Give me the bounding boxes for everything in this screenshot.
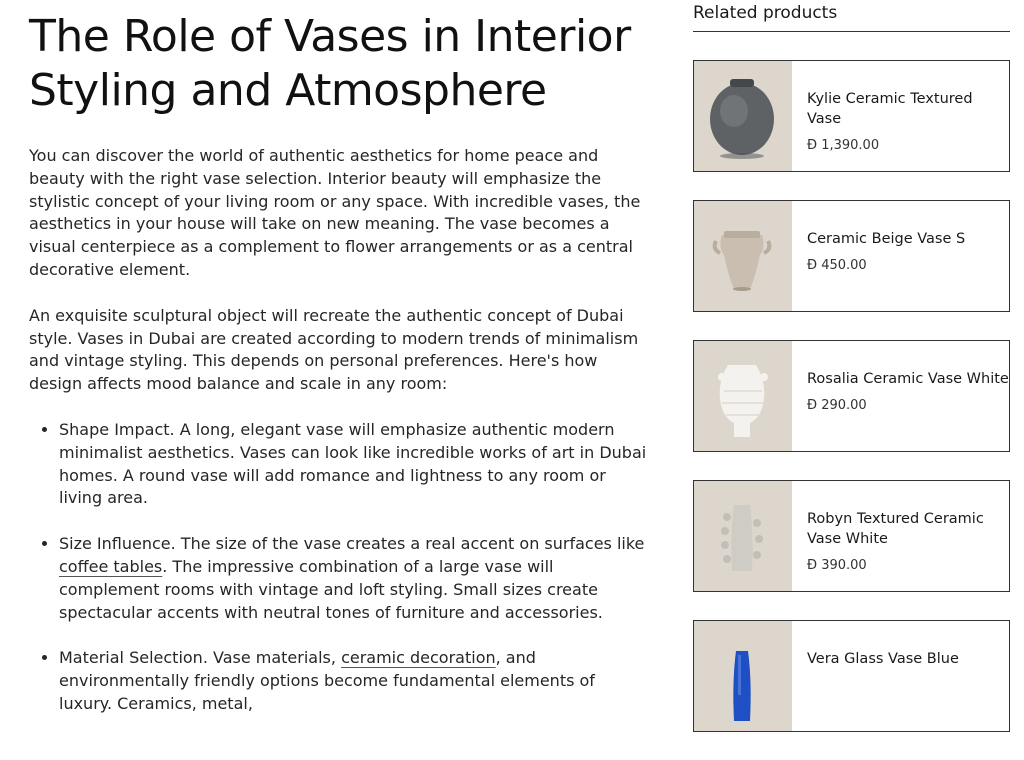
product-thumbnail[interactable]: [694, 341, 792, 451]
article-paragraph: You can discover the world of authentic aesthetics for home peace and beauty with the right vase selection. Interior beauty will emphasize the stylistic concept of your living room or any space. With incredible vases, the aesthetics in your house will take on new meaning. The vase becomes a visual centerpiece as a complement to flower arrangements or as a central decorative element.: [29, 146, 641, 279]
product-price: Đ 290.00: [807, 398, 867, 413]
product-info: [792, 61, 1009, 171]
article: [29, 0, 649, 739]
bullet-text: Shape Impact. A long, elegant vase will emphasize authentic modern minimalist aesthetics. Vases can look like incredible works of art in Dubai homes. A round vase will add romance and lightness to any room or living area.: [59, 419, 647, 508]
product-card[interactable]: [693, 200, 1010, 312]
related-products-heading: Related products: [693, 0, 1010, 32]
product-card[interactable]: [693, 620, 1010, 732]
related-products-sidebar: [693, 0, 1010, 760]
product-price: Đ 390.00: [807, 558, 867, 573]
bullet-item: [59, 419, 649, 510]
bullet-item: [59, 533, 649, 624]
knobbed-vase-icon: [694, 481, 792, 591]
product-thumbnail[interactable]: [694, 621, 792, 731]
bullet-item: [59, 647, 649, 715]
coffee-tables-link[interactable]: coffee tables: [59, 556, 163, 576]
beige-handled-vase-icon: [694, 201, 792, 311]
dark-round-vase-icon: [694, 61, 792, 171]
product-card[interactable]: [693, 60, 1010, 172]
product-name[interactable]: Ceramic Beige Vase S: [807, 231, 966, 247]
product-card[interactable]: [693, 340, 1010, 452]
blue-glass-vase-icon: [694, 621, 792, 731]
product-thumbnail[interactable]: [694, 61, 792, 171]
product-name[interactable]: Kylie Ceramic Textured Vase: [807, 91, 973, 127]
article-title: The Role of Vases in Interior Styling and Atmosphere: [29, 11, 631, 116]
bullet-text: Size Influence. The size of the vase creates a real accent on surfaces like: [59, 534, 645, 554]
product-info: [792, 481, 1009, 591]
product-thumbnail[interactable]: [694, 481, 792, 591]
product-info: [792, 341, 1009, 451]
bullet-text: , and environmentally friendly options become fundamental elements of luxury. Ceramics, metal,: [59, 648, 595, 713]
article-paragraph: An exquisite sculptural object will recreate the authentic concept of Dubai style. Vases in Dubai are created according to modern trends of minimalism and vintage styling. This depends on personal preferences. Here's how design affects mood balance and scale in any room:: [29, 305, 639, 394]
product-card[interactable]: [693, 480, 1010, 592]
product-info: [792, 201, 965, 311]
product-price: Đ 1,390.00: [807, 138, 880, 153]
product-name[interactable]: Vera Glass Vase Blue: [807, 651, 959, 667]
white-ribbed-vase-icon: [694, 341, 792, 451]
product-name[interactable]: Rosalia Ceramic Vase White: [807, 371, 1009, 387]
product-thumbnail[interactable]: [694, 201, 792, 311]
ceramic-decoration-link[interactable]: ceramic decoration: [341, 648, 496, 668]
product-price: Đ 450.00: [807, 258, 867, 273]
product-info: [792, 621, 959, 731]
product-name[interactable]: Robyn Textured Ceramic Vase White: [807, 511, 984, 547]
article-bullet-list: [29, 419, 649, 716]
related-products-list: [693, 60, 1010, 732]
bullet-text: Material Selection. Vase materials,: [59, 648, 342, 668]
bullet-text: . The impressive combination of a large vase will complement rooms with vintage and loft styling. Small sizes create spectacular accents with neutral tones of furniture and accessories.: [59, 556, 603, 622]
